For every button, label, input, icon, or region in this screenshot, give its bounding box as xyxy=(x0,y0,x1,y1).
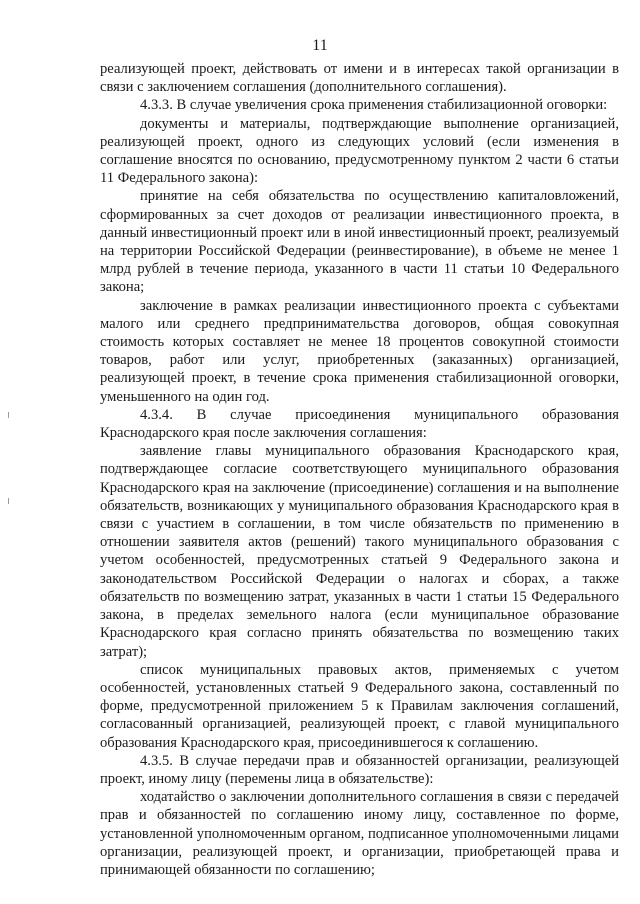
paragraph-petition: ходатайство о заключении дополнительного соглашения в связи с передачей прав и обязанностей по соглашению иному лицу, составленное по форме, установленной уполномоченным органом, подписанное уполномоченными лицами организации, реализующей проект, и организации, приобретающей права и принимающей обязанности по соглашению; xyxy=(100,789,619,878)
clause-4-3-3-heading: 4.3.3. В случае увеличения срока применения стабилизационной оговорки: xyxy=(140,97,608,114)
paragraph-continuation: реализующей проект, действовать от имени и в интересах такой организации в связи с заключением соглашения (дополнительного соглашения). xyxy=(100,61,619,96)
margin-mark xyxy=(8,498,9,504)
paragraph-municipal-statement: заявление главы муниципального образования Краснодарского края, подтверждающее согласие соответствующего муниципального образования Краснодарского края на заключение (присоединение) соглашения и на выполнение обязательств, возникающих у муниципального образования Краснодарского края в связи с участием в соглашении, в том числе обязательств по применению в отношении заявителя актов (решений) такого муниципального образования с учетом особенностей, предусмотренных статьей 9 Федерального закона и законодательством Российской Федерации о налогах и сборах, а также обязательств по возмещению затрат, указанных в части 1 статьи 15 Федерального закона, в пределах земельного налога (если муниципальное образование Краснодарского края согласно принять обязательства по возмещению таких затрат); xyxy=(100,443,619,660)
paragraph-municipal-acts-list: список муниципальных правовых актов, применяемых с учетом особенностей, установленных статьей 9 Федерального закона, составленный по форме, предусмотренной приложением 5 к Правилам заключения соглашений, согласованный организацией, реализующей проект, с главой муниципального образования Краснодарского края, присоединившегося к соглашению. xyxy=(100,661,619,751)
clause-4-3-4-heading: 4.3.4. В случае присоединения муниципального образования Краснодарского края после заключения соглашения: xyxy=(100,406,619,442)
margin-mark xyxy=(8,412,9,418)
page-number: 11 xyxy=(312,37,328,54)
document-body xyxy=(100,60,619,879)
paragraph-sme-contracts: заключение в рамках реализации инвестиционного проекта с субъектами малого или среднего предпринимательства договоров, общая совокупная стоимость которых составляет не менее 18 процентов совокупной стоимости товаров, работ или услуг, приобретенных (заказанных) организацией, реализующей проект, в течение срока применения стабилизационной оговорки, уменьшенного на один год. xyxy=(100,297,619,405)
clause-4-3-5-heading: 4.3.5. В случае передачи прав и обязанностей организации, реализующей проект, иному лицу (перемены лица в обязательстве): xyxy=(100,752,619,787)
paragraph-documents-materials: документы и материалы, подтверждающие выполнение организацией, реализующей проект, одного из следующих условий (если изменения в соглашение вносятся по основанию, предусмотренному пунктом 2 части 6 статьи 11 Федерального закона): xyxy=(100,115,619,187)
paragraph-reinvestment: принятие на себя обязательства по осуществлению капиталовложений, сформированных за счет доходов от реализации инвестиционного проекта, в данный инвестиционный проект или в иной инвестиционный проект, реализуемый на территории Российской Федерации (реинвестирование), в объеме не менее 1 млрд рублей в течение периода, указанного в части 11 статьи 10 Федерального закона; xyxy=(100,188,619,296)
